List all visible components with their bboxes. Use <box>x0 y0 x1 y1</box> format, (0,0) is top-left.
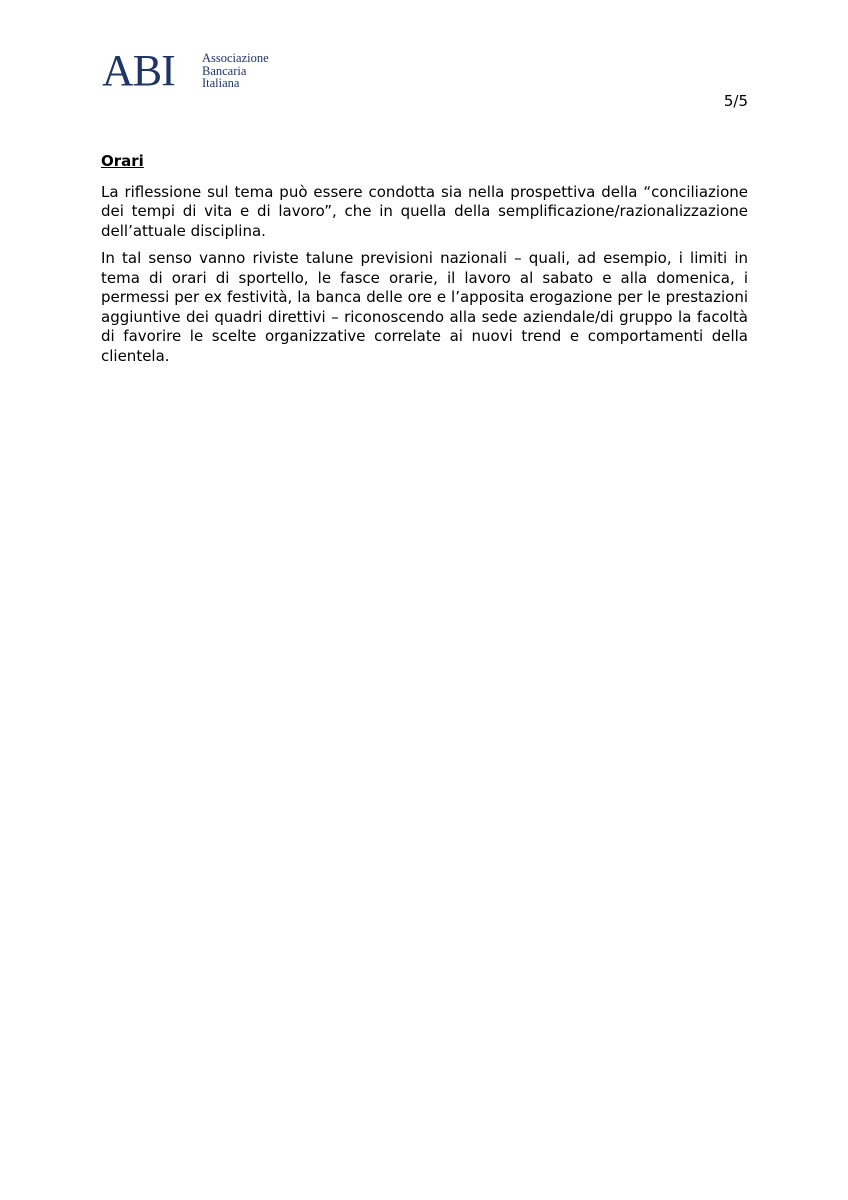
document-body <box>101 152 748 374</box>
paragraph-1: La riflessione sul tema può essere condotta sia nella prospettiva della “conciliazione dei tempi di vita e di lavoro”, che in quella della semplificazione/razionalizzazione dell’attuale disciplina. <box>101 182 748 240</box>
section-heading: Orari <box>101 152 144 170</box>
logo-text <box>202 52 269 90</box>
page-number: 5/5 <box>723 92 748 110</box>
logo-line-2: Bancaria <box>202 63 247 78</box>
paragraph-2: In tal senso vanno riviste talune previsioni nazionali – quali, ad esempio, i limiti in tema di orari di sportello, le fasce orarie, il lavoro al sabato e alla domenica, i permessi per ex festività, la banca delle ore e l’apposita erogazione per le prestazioni aggiuntive dei quadri direttivi – riconoscendo alla sede aziendale/di gruppo la facoltà di favorire le scelte organizzative correlate ai nuovi trend e comportamenti della clientela. <box>101 249 748 365</box>
logo-mark: ABI <box>102 46 175 95</box>
logo-line-3: Italiana <box>202 76 240 90</box>
logo-line-1: Associazione <box>202 51 269 65</box>
